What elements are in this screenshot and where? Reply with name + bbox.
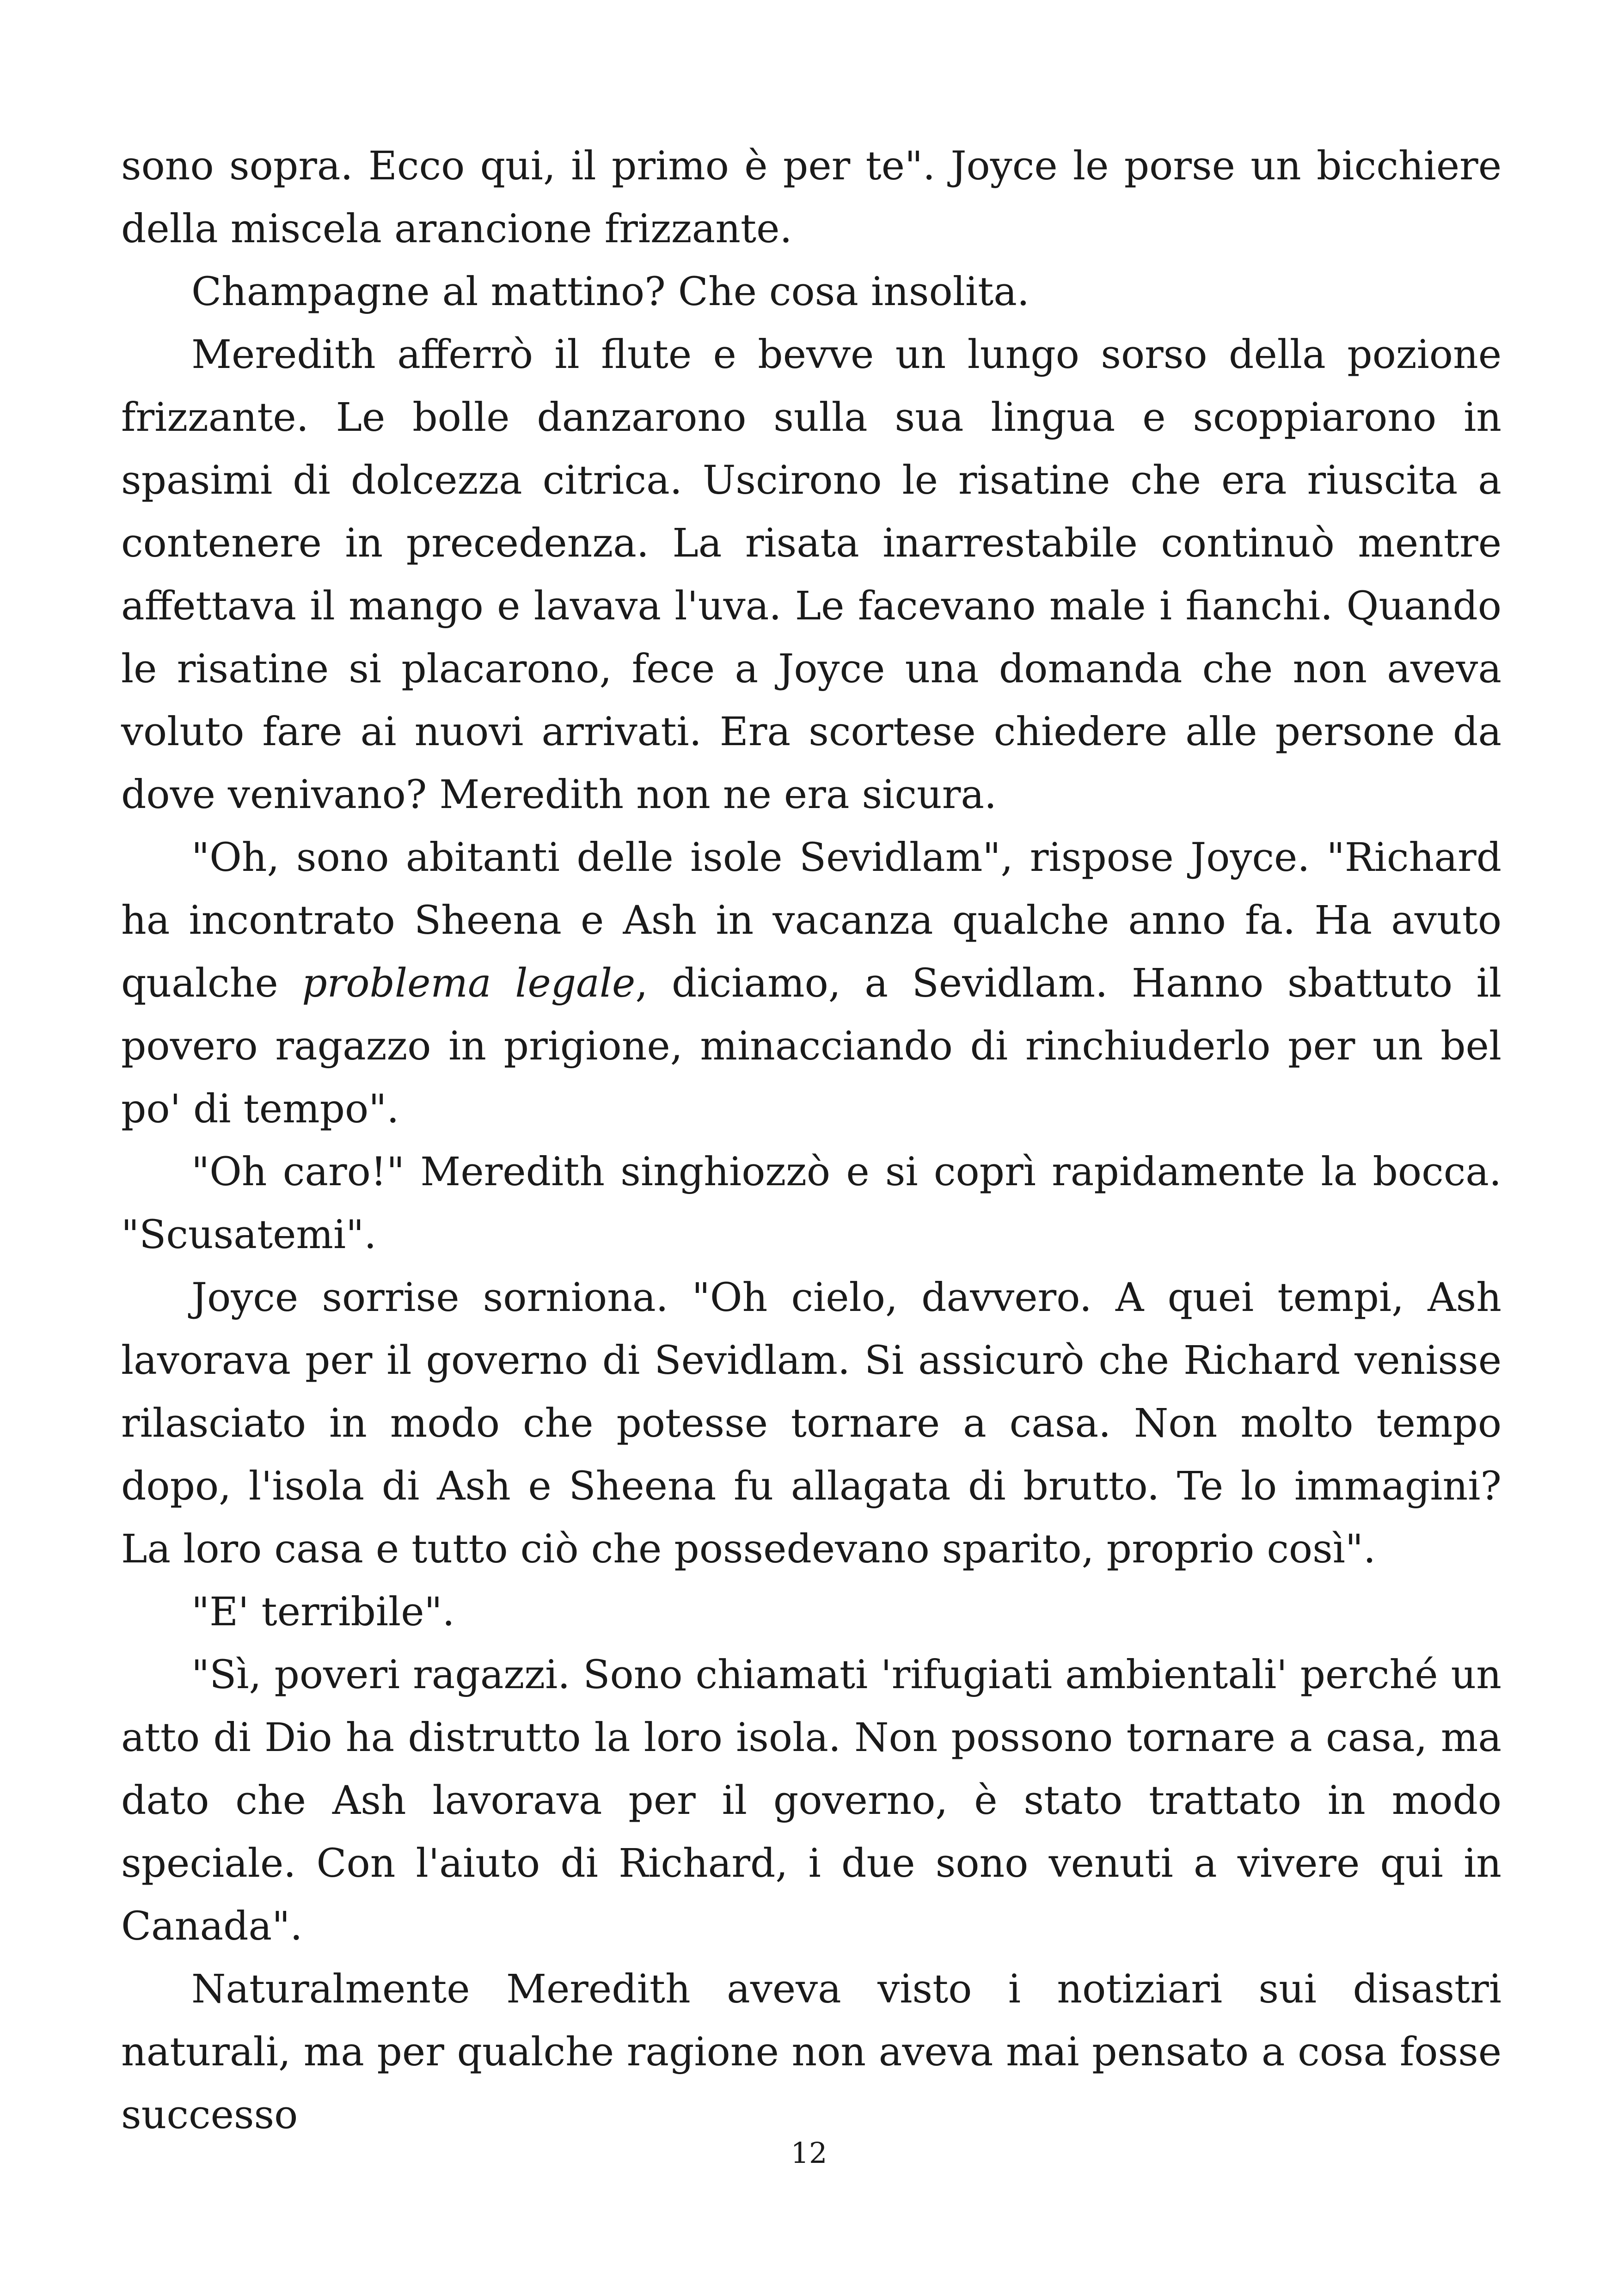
paragraph-text: "Oh, sono abitanti delle isole Sevidlam", rispose Joyce. "Richard ha incontrato Sheena e Ash in vacanza qualche anno fa. Ha avuto qualche <box>121 835 1502 1006</box>
paragraph <box>121 1141 1502 1267</box>
paragraph <box>121 324 1502 827</box>
paragraph-text: , diciamo, a Sevidlam. Hanno sbattuto il povero ragazzo in prigione, minacciando di rinchiuderlo per un bel po' di tempo". <box>121 961 1502 1132</box>
paragraph-text: "Oh caro!" Meredith singhiozzò e si coprì rapidamente la bocca. "Scusatemi". <box>121 1149 1502 1258</box>
paragraph-text: Naturalmente Meredith aveva visto i notiziari sui disastri naturali, ma per qualche ragione non aveva mai pensato a cosa fosse successo <box>121 1966 1502 2138</box>
paragraph <box>121 1267 1502 1581</box>
paragraph <box>121 1581 1502 1644</box>
italic-text: problema legale <box>302 961 636 1006</box>
paragraph <box>121 1958 1502 2147</box>
paragraph <box>121 827 1502 1141</box>
paragraph <box>121 1644 1502 1958</box>
paragraph <box>121 135 1502 261</box>
paragraph-text: sono sopra. Ecco qui, il primo è per te". Joyce le porse un bicchiere della miscela arancione frizzante. <box>121 143 1502 252</box>
paragraph-text: "Sì, poveri ragazzi. Sono chiamati 'rifugiati ambientali' perché un atto di Dio ha distrutto la loro isola. Non possono tornare a casa, ma dato che Ash lavorava per il governo, è stato trattato in modo speciale. Con l'aiuto di Richard, i due sono venuti a vivere qui in Canada". <box>121 1652 1502 1949</box>
paragraph-text: Champagne al mattino? Che cosa insolita. <box>191 269 1030 315</box>
paragraph <box>121 261 1502 324</box>
paragraph-text: "E' terribile". <box>191 1589 455 1635</box>
page-number: 12 <box>791 2136 827 2170</box>
body-text <box>121 135 1502 2147</box>
paragraph-text: Meredith afferrò il flute e bevve un lungo sorso della pozione frizzante. Le bolle danzarono sulla sua lingua e scoppiarono in spasimi di dolcezza citrica. Uscirono le risatine che era riuscita a contenere in precedenza. La risata inarrestabile continuò mentre affettava il mango e lavava l'uva. Le facevano male i fianchi. Quando le risatine si placarono, fece a Joyce una domanda che non aveva voluto fare ai nuovi arrivati. Era scortese chiedere alle persone da dove venivano? Meredith non ne era sicura. <box>121 332 1502 818</box>
paragraph-text: Joyce sorrise sorniona. "Oh cielo, davvero. A quei tempi, Ash lavorava per il governo di Sevidlam. Si assicurò che Richard venisse rilasciato in modo che potesse tornare a casa. Non molto tempo dopo, l'isola di Ash e Sheena fu allagata di brutto. Te lo immagini? La loro casa e tutto ciò che possedevano sparito, proprio così". <box>121 1275 1502 1572</box>
